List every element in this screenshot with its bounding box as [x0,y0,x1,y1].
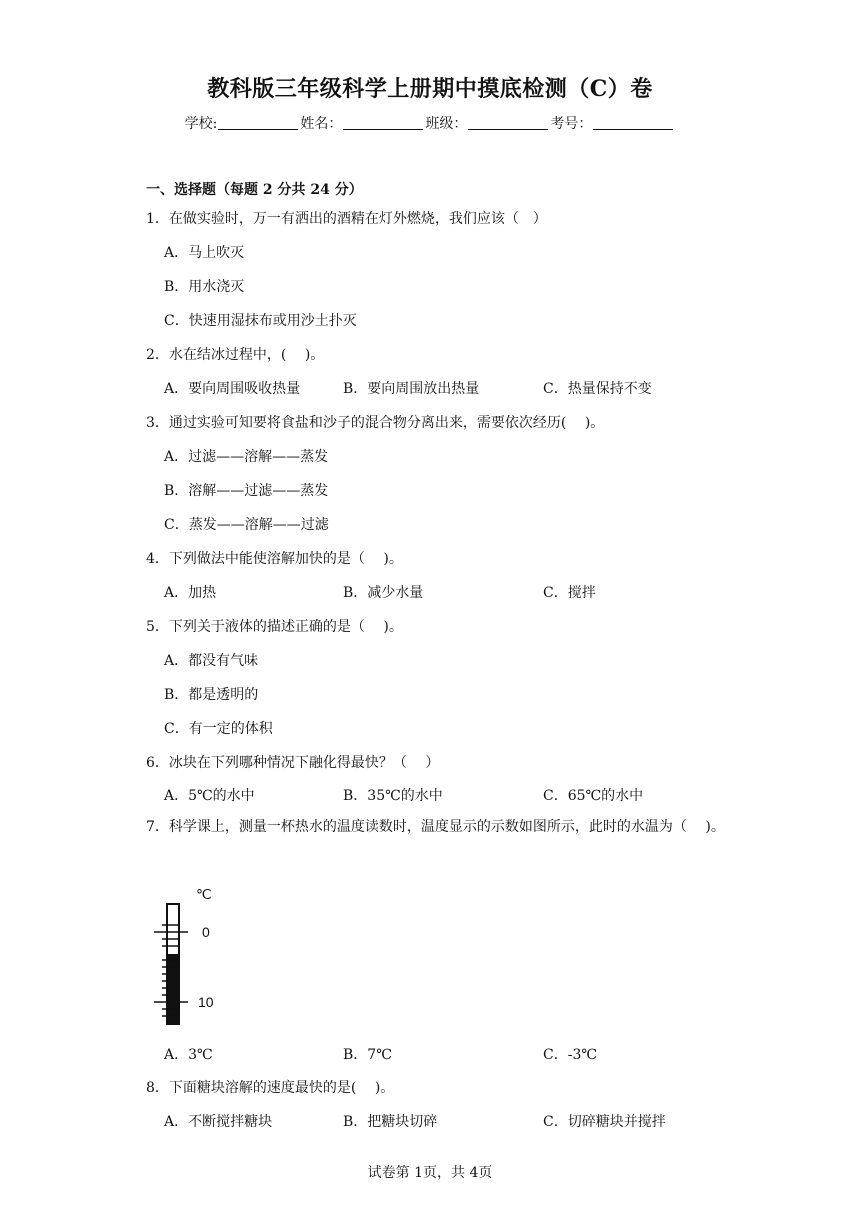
question-2-option-c[interactable]: C．热量保持不变 [543,381,652,397]
exam-number-blank[interactable] [593,115,673,130]
thermometer-unit-label: ℃ [196,886,212,902]
question-7-option-b[interactable]: B．7℃ [343,1047,392,1063]
thermometer-figure [150,882,230,1032]
question-4-option-c[interactable]: C．搅拌 [543,585,596,601]
question-1-option-a[interactable]: A．马上吹灭 [164,245,245,261]
question-5-option-a[interactable]: A．都没有气味 [164,653,259,669]
question-1-option-c[interactable]: C．快速用湿抹布或用沙土扑灭 [164,313,357,329]
thermometer-tick-label-bottom: 10 [198,994,214,1010]
student-info-line [0,113,860,133]
name-blank[interactable] [343,115,423,130]
question-6-option-b[interactable]: B．35℃的水中 [343,788,443,804]
question-2-option-b[interactable]: B．要向周围放出热量 [343,381,480,397]
name-label: 姓名： [300,116,343,132]
question-3-stem: 3．通过实验可知要将食盐和沙子的混合物分离出来，需要依次经历( )。 [146,415,605,431]
question-3-option-c[interactable]: C．蒸发——溶解——过滤 [164,517,329,533]
question-3-option-b[interactable]: B．溶解——过滤——蒸发 [164,483,329,499]
question-1-stem: 1．在做实验时，万一有洒出的酒精在灯外燃烧，我们应该（ ） [146,211,547,227]
exam-number-label: 考号： [550,116,593,132]
question-2-stem: 2．水在结冰过程中，( )。 [146,347,325,363]
question-6-stem: 6．冰块在下列哪种情况下融化得最快？（ ） [146,755,440,771]
question-6-option-a[interactable]: A．5℃的水中 [164,788,255,804]
question-3-option-a[interactable]: A．过滤——溶解——蒸发 [164,449,329,465]
question-5-stem: 5．下列关于液体的描述正确的是（ )。 [146,619,403,635]
question-8-option-b[interactable]: B．把糖块切碎 [343,1114,438,1130]
question-5-option-b[interactable]: B．都是透明的 [164,687,259,703]
question-1-option-b[interactable]: B．用水浇灭 [164,279,245,295]
question-7-option-c[interactable]: C．-3℃ [543,1047,598,1063]
thermometer-tick-label-top: 0 [202,924,210,940]
question-4-option-b[interactable]: B．减少水量 [343,585,424,601]
question-4-stem: 4．下列做法中能使溶解加快的是（ )。 [146,551,403,567]
section-heading: 一、选择题（每题 2 分共 24 分） [146,182,363,198]
class-blank[interactable] [468,115,548,130]
question-7-stem: 7．科学课上，测量一杯热水的温度读数时，温度显示的示数如图所示，此时的水温为（ )。 [146,819,725,835]
school-label: 学校: [184,116,218,132]
question-4-option-a[interactable]: A．加热 [164,585,217,601]
page-footer: 试卷第 1页，共 4页 [367,1165,493,1181]
question-2-option-a[interactable]: A．要向周围吸收热量 [164,381,301,397]
question-6-option-c[interactable]: C．65℃的水中 [543,788,644,804]
question-8-stem: 8．下面糖块溶解的速度最快的是( )。 [146,1080,395,1096]
exam-title: 教科版三年级科学上册期中摸底检测（C）卷 [207,76,653,102]
question-7-option-a[interactable]: A．3℃ [164,1047,213,1063]
question-8-option-c[interactable]: C．切碎糖块并搅拌 [543,1114,666,1130]
school-blank[interactable] [218,115,298,130]
question-8-option-a[interactable]: A．不断搅拌糖块 [164,1114,273,1130]
question-5-option-c[interactable]: C．有一定的体积 [164,721,273,737]
thermometer-liquid [168,954,178,1024]
class-label: 班级： [425,116,468,132]
